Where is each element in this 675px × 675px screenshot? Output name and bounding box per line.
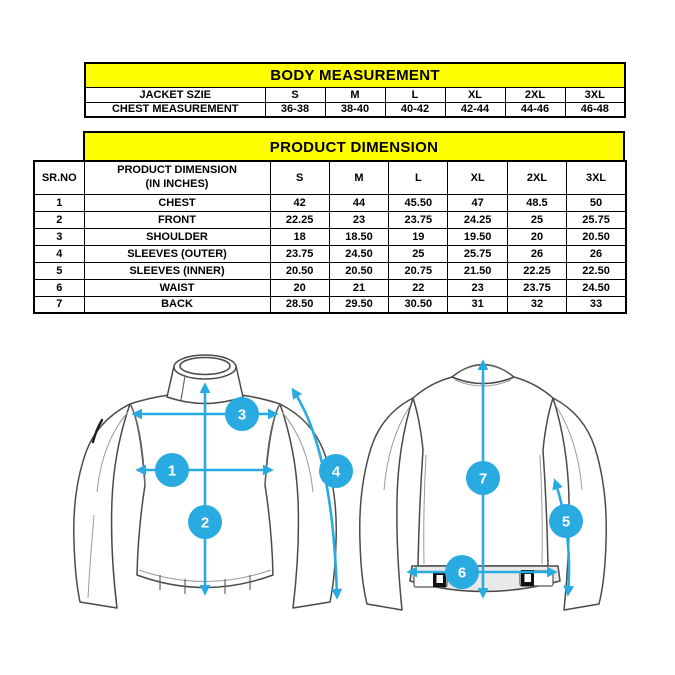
value-cell: 22.50 xyxy=(567,262,626,279)
size-header: 2XL xyxy=(507,161,566,194)
dimension-name: SLEEVES (INNER) xyxy=(84,262,270,279)
srno-header: SR.NO xyxy=(34,161,84,194)
marker-5-sleeve-inner xyxy=(549,504,583,538)
value-cell: 24.25 xyxy=(448,211,507,228)
size-header: S xyxy=(270,161,329,194)
value-cell: 47 xyxy=(448,194,507,211)
value-cell: 20 xyxy=(270,279,329,296)
svg-text:4: 4 xyxy=(331,463,341,481)
row-label: CHEST MEASUREMENT xyxy=(85,102,265,117)
table-row xyxy=(34,194,626,211)
svg-text:1: 1 xyxy=(167,462,177,480)
size-header: XL xyxy=(448,161,507,194)
value-cell: 23.75 xyxy=(507,279,566,296)
body-measurement-title: BODY MEASUREMENT xyxy=(85,63,625,87)
value-cell: 29.50 xyxy=(329,296,388,313)
value-cell: 20.50 xyxy=(270,262,329,279)
srno-cell: 7 xyxy=(34,296,84,313)
srno-cell: 3 xyxy=(34,228,84,245)
marker-1-chest xyxy=(155,453,189,487)
srno-cell: 5 xyxy=(34,262,84,279)
dimension-name: SHOULDER xyxy=(84,228,270,245)
jacket-back-figure xyxy=(340,350,640,635)
value-cell: 38-40 xyxy=(325,102,385,117)
value-cell: 25.75 xyxy=(448,245,507,262)
value-cell: 22.25 xyxy=(507,262,566,279)
value-cell: 28.50 xyxy=(270,296,329,313)
dimension-name: CHEST xyxy=(84,194,270,211)
product-dimension-title: PRODUCT DIMENSION xyxy=(83,131,625,160)
table-row xyxy=(34,296,626,313)
value-cell: 22.25 xyxy=(270,211,329,228)
value-cell: 26 xyxy=(507,245,566,262)
product-dimension-table xyxy=(33,160,627,314)
value-cell: 44-46 xyxy=(505,102,565,117)
value-cell: 23.75 xyxy=(270,245,329,262)
value-cell: 40-42 xyxy=(385,102,445,117)
value-cell: 20.50 xyxy=(567,228,626,245)
svg-text:2: 2 xyxy=(200,514,210,532)
value-cell: 18 xyxy=(270,228,329,245)
size-cell: 3XL xyxy=(565,87,625,102)
dimension-name: BACK xyxy=(84,296,270,313)
value-cell: 48.5 xyxy=(507,194,566,211)
marker-2-front-length xyxy=(188,505,222,539)
value-cell: 23.75 xyxy=(389,211,448,228)
svg-text:6: 6 xyxy=(457,564,467,582)
size-cell: L xyxy=(385,87,445,102)
dimension-header-line2: (IN INCHES) xyxy=(145,177,209,190)
product-dimension-section xyxy=(33,131,625,314)
table-header-row xyxy=(34,161,626,194)
value-cell: 25 xyxy=(389,245,448,262)
value-cell: 20.50 xyxy=(329,262,388,279)
value-cell: 21 xyxy=(329,279,388,296)
value-cell: 42 xyxy=(270,194,329,211)
table-row xyxy=(85,102,625,117)
jacket-front-drawing xyxy=(50,350,350,635)
size-header: L xyxy=(389,161,448,194)
dimension-header-line1: PRODUCT DIMENSION xyxy=(117,164,237,176)
size-cell: M xyxy=(325,87,385,102)
marker-7-back-length xyxy=(466,461,500,495)
value-cell: 25.75 xyxy=(567,211,626,228)
body-measurement-table xyxy=(84,62,626,118)
front-right-sleeve xyxy=(280,404,336,608)
table-row xyxy=(34,211,626,228)
jacket-front-figure xyxy=(50,350,350,635)
table-row xyxy=(34,245,626,262)
back-left-sleeve xyxy=(360,398,413,610)
srno-cell: 4 xyxy=(34,245,84,262)
svg-text:5: 5 xyxy=(561,513,571,531)
value-cell: 31 xyxy=(448,296,507,313)
srno-cell: 2 xyxy=(34,211,84,228)
value-cell: 33 xyxy=(567,296,626,313)
value-cell: 21.50 xyxy=(448,262,507,279)
value-cell: 20.75 xyxy=(389,262,448,279)
value-cell: 23 xyxy=(329,211,388,228)
value-cell: 19 xyxy=(389,228,448,245)
product-dimension-title-row xyxy=(33,131,625,160)
value-cell: 20 xyxy=(507,228,566,245)
title-spacer xyxy=(33,131,83,160)
size-cell: S xyxy=(265,87,325,102)
value-cell: 22 xyxy=(389,279,448,296)
value-cell: 46-48 xyxy=(565,102,625,117)
srno-cell: 6 xyxy=(34,279,84,296)
table-row xyxy=(34,228,626,245)
size-header: M xyxy=(329,161,388,194)
table-row xyxy=(34,279,626,296)
value-cell: 26 xyxy=(567,245,626,262)
table-row xyxy=(85,87,625,102)
srno-cell: 1 xyxy=(34,194,84,211)
value-cell: 19.50 xyxy=(448,228,507,245)
jacket-back-drawing xyxy=(340,350,640,635)
value-cell: 45.50 xyxy=(389,194,448,211)
value-cell: 24.50 xyxy=(329,245,388,262)
row-label: JACKET SZIE xyxy=(85,87,265,102)
value-cell: 44 xyxy=(329,194,388,211)
dimension-header xyxy=(84,161,270,194)
svg-text:3: 3 xyxy=(237,406,247,424)
size-header: 3XL xyxy=(567,161,626,194)
value-cell: 32 xyxy=(507,296,566,313)
size-cell: 2XL xyxy=(505,87,565,102)
dimension-name: SLEEVES (OUTER) xyxy=(84,245,270,262)
left-buckle xyxy=(433,571,446,587)
marker-3-shoulder xyxy=(225,397,259,431)
table-row xyxy=(85,63,625,87)
value-cell: 30.50 xyxy=(389,296,448,313)
value-cell: 50 xyxy=(567,194,626,211)
svg-text:7: 7 xyxy=(478,470,488,488)
dimension-name: FRONT xyxy=(84,211,270,228)
value-cell: 25 xyxy=(507,211,566,228)
value-cell: 23 xyxy=(448,279,507,296)
value-cell: 24.50 xyxy=(567,279,626,296)
value-cell: 18.50 xyxy=(329,228,388,245)
dimension-name: WAIST xyxy=(84,279,270,296)
size-cell: XL xyxy=(445,87,505,102)
value-cell: 42-44 xyxy=(445,102,505,117)
table-row xyxy=(34,262,626,279)
value-cell: 36-38 xyxy=(265,102,325,117)
marker-6-waist xyxy=(445,555,479,589)
front-left-sleeve xyxy=(74,404,130,608)
